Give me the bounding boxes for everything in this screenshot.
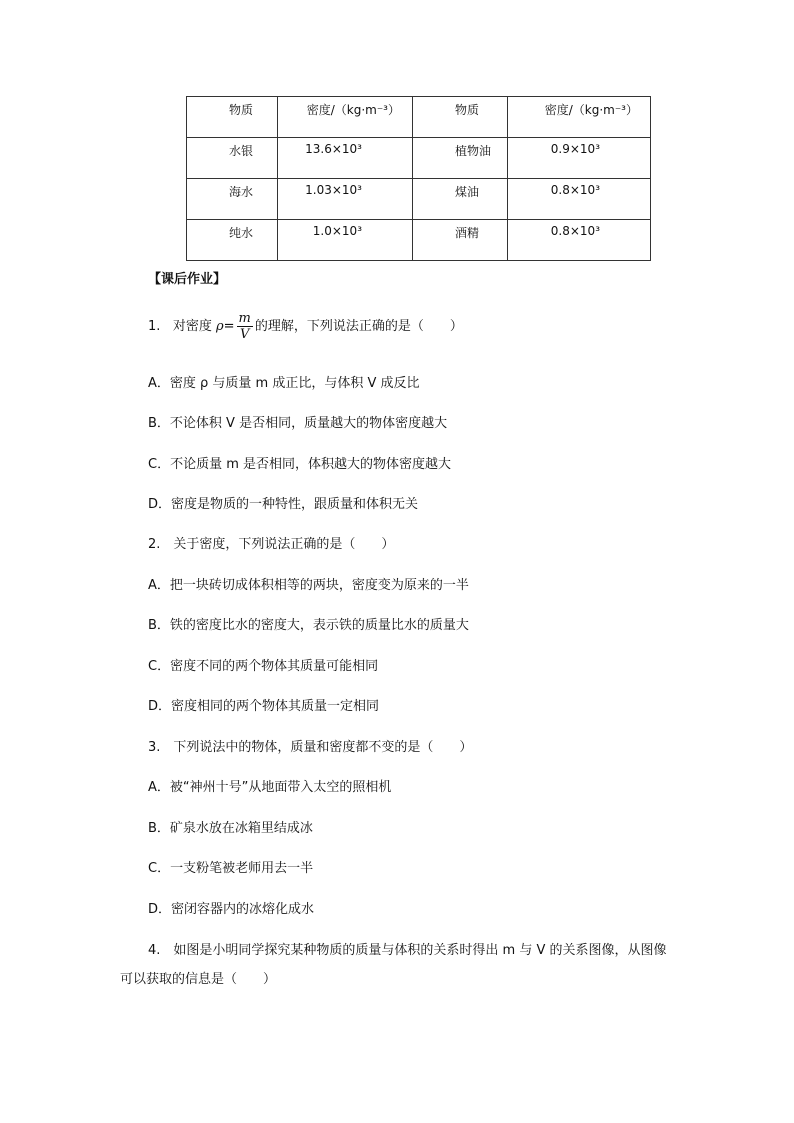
rho-symbol: ρ xyxy=(215,319,224,334)
question-text: 对密度 xyxy=(172,319,212,334)
q3-option-a: A．被“神州十号”从地面带入太空的照相机 xyxy=(148,780,392,795)
q1-option-d: D．密度是物质的一种特性，跟质量和体积无关 xyxy=(148,497,419,512)
table-cell: 水银 xyxy=(187,138,278,179)
table-cell: 13.6×10³ xyxy=(278,138,413,179)
question-1-stem xyxy=(148,312,463,341)
header-substance-1: 物质 xyxy=(187,97,278,138)
equals-sign: = xyxy=(223,319,235,334)
table-cell: 0.9×10³ xyxy=(508,138,651,179)
q2-option-a: A．把一块砖切成体积相等的两块，密度变为原来的一半 xyxy=(148,578,469,593)
section-title: 【课后作业】 xyxy=(148,272,227,287)
question-text: 的理解，下列说法正确的是（ ） xyxy=(254,319,463,334)
q3-option-c: C．一支粉笔被老师用去一半 xyxy=(148,861,314,876)
table-cell: 海水 xyxy=(187,179,278,220)
density-table xyxy=(186,96,651,261)
question-2-stem: 2. 关于密度，下列说法正确的是（ ） xyxy=(148,537,395,552)
q3-option-b: B．矿泉水放在冰箱里结成冰 xyxy=(148,821,313,836)
table-cell: 纯水 xyxy=(187,220,278,261)
fraction-denominator: V xyxy=(240,327,250,342)
table-header-row xyxy=(187,97,651,138)
question-number: 1. xyxy=(148,319,161,334)
question-4-line-2: 可以获取的信息是（ ） xyxy=(120,972,277,987)
table-cell: 0.8×10³ xyxy=(508,220,651,261)
q1-option-b: B．不论体积 V 是否相同，质量越大的物体密度越大 xyxy=(148,416,448,431)
header-density-2: 密度/（kg·m⁻³） xyxy=(508,97,651,138)
table-cell: 1.0×10³ xyxy=(278,220,413,261)
q1-option-a: A．密度 ρ 与质量 m 成正比，与体积 V 成反比 xyxy=(148,376,420,391)
table-cell: 煤油 xyxy=(413,179,508,220)
density-fraction xyxy=(237,312,253,341)
q1-option-c: C．不论质量 m 是否相同，体积越大的物体密度越大 xyxy=(148,457,452,472)
q2-option-b: B．铁的密度比水的密度大，表示铁的质量比水的质量大 xyxy=(148,618,469,633)
table-row xyxy=(187,179,651,220)
header-substance-2: 物质 xyxy=(413,97,508,138)
table-cell: 0.8×10³ xyxy=(508,179,651,220)
table-row xyxy=(187,138,651,179)
fraction-numerator: m xyxy=(238,311,251,326)
table-row xyxy=(187,220,651,261)
q2-option-c: C．密度不同的两个物体其质量可能相同 xyxy=(148,659,379,674)
question-4-line-1: 4. 如图是小明同学探究某种物质的质量与体积的关系时得出 m 与 V 的关系图像，从图像 xyxy=(148,943,667,958)
q3-option-d: D．密闭容器内的冰熔化成水 xyxy=(148,902,315,917)
header-density-1: 密度/（kg·m⁻³） xyxy=(278,97,413,138)
q2-option-d: D．密度相同的两个物体其质量一定相同 xyxy=(148,699,380,714)
table-cell: 1.03×10³ xyxy=(278,179,413,220)
table-cell: 酒精 xyxy=(413,220,508,261)
table-cell: 植物油 xyxy=(413,138,508,179)
question-3-stem: 3. 下列说法中的物体，质量和密度都不变的是（ ） xyxy=(148,740,473,755)
